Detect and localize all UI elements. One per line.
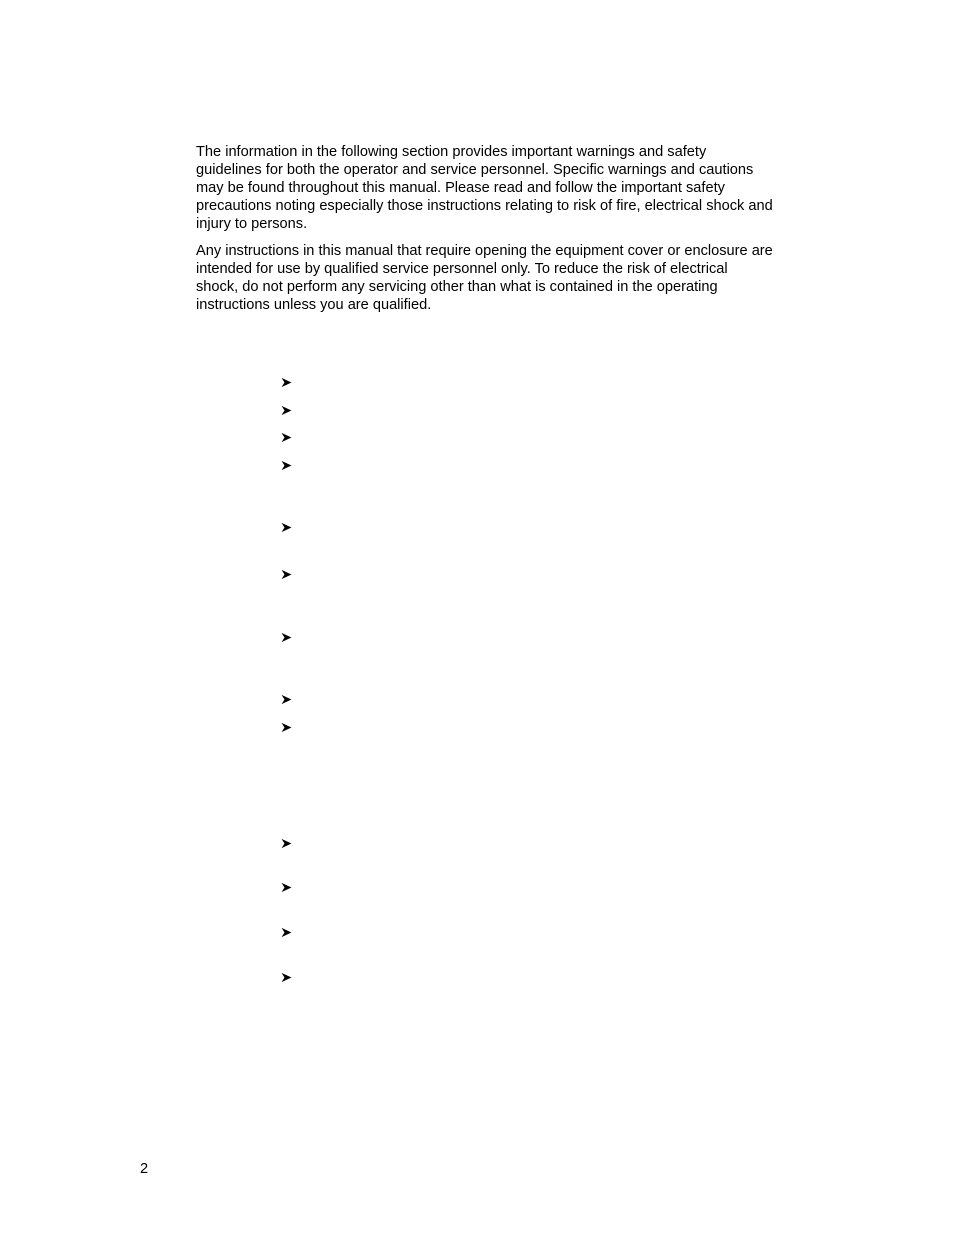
arrow-bullet-icon	[281, 972, 293, 984]
arrow-bullet-icon	[281, 722, 293, 734]
arrow-bullet-icon	[281, 927, 293, 939]
safety-intro-paragraph: The information in the following section provides important warnings and safety guidelines for both the operator and service personnel. Specific warnings and cautions may be found throughout this manual. Please read and follow the important safety precautions noting especially those instructions relating to risk of fire, electrical shock and injury to persons.	[196, 144, 773, 232]
arrow-bullet-icon	[281, 569, 293, 581]
arrow-bullet-icon	[281, 460, 293, 472]
service-personnel-paragraph: Any instructions in this manual that require opening the equipment cover or enclosure are intended for use by qualified service personnel only. To reduce the risk of electrical shock, do not perform any servicing other than what is contained in the operating instructions unless you are qualified.	[196, 243, 773, 313]
arrow-bullet-icon	[281, 882, 293, 894]
arrow-bullet-icon	[281, 432, 293, 444]
arrow-bullet-icon	[281, 377, 293, 389]
arrow-bullet-icon	[281, 694, 293, 706]
arrow-bullet-icon	[281, 838, 293, 850]
arrow-bullet-icon	[281, 522, 293, 534]
arrow-bullet-icon	[281, 632, 293, 644]
page-number: 2	[140, 1161, 149, 1177]
arrow-bullet-icon	[281, 405, 293, 417]
